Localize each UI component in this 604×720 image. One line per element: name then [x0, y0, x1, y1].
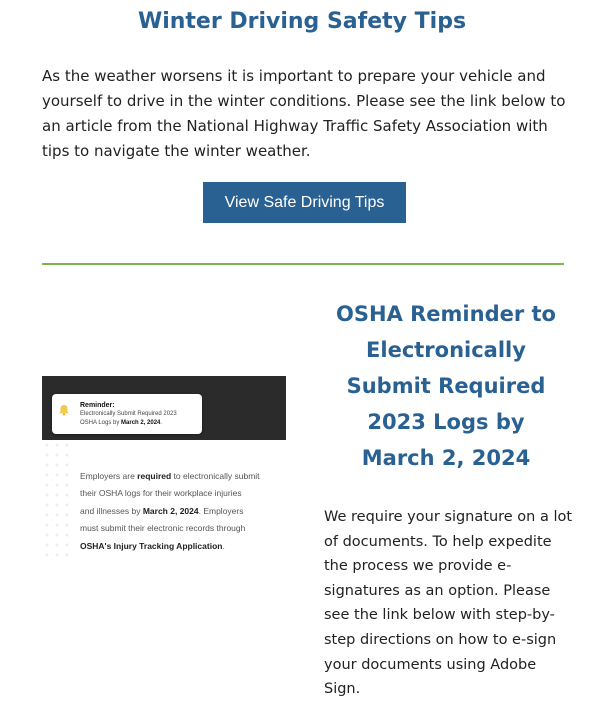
image-body-text — [80, 468, 280, 555]
image-text-bold: OSHA's Injury Tracking Application — [80, 540, 223, 551]
osha-title-line: 2023 Logs by — [367, 410, 525, 434]
osha-body-line: signatures as an option. Please — [324, 582, 551, 599]
bell-icon — [58, 404, 70, 416]
callout-text: . — [160, 420, 163, 426]
callout-line: Electronically Submit Required 2023 — [80, 411, 177, 417]
image-text: . — [222, 540, 225, 551]
callout-title: Reminder: — [80, 402, 115, 409]
osha-reminder-title — [324, 296, 568, 476]
osha-body-line: of documents. To help expedite — [324, 533, 552, 550]
image-text-line — [80, 538, 280, 555]
winter-driving-title: Winter Driving Safety Tips — [137, 9, 467, 34]
image-text-line — [80, 503, 280, 520]
osha-title-line: March 2, 2024 — [361, 446, 531, 470]
osha-title-line: OSHA Reminder to — [336, 302, 556, 326]
osha-body-line: We require your signature on a lot — [324, 509, 573, 525]
osha-reminder-body — [324, 505, 586, 702]
osha-body-line: your documents using Adobe — [324, 656, 537, 673]
image-text-line: must submit their electronic records through — [80, 523, 246, 534]
image-text-bold: March 2, 2024 — [142, 505, 199, 516]
dot-pattern — [42, 440, 72, 564]
image-text-bold: required — [137, 471, 172, 481]
view-safe-driving-tips-button[interactable]: View Safe Driving Tips — [203, 182, 406, 223]
osha-title-line: Submit Required — [346, 374, 546, 398]
osha-body-line: step directions on how to e-sign — [324, 631, 557, 648]
osha-body-line: see the link below with step-by- — [324, 607, 555, 624]
osha-body-line: Sign. — [324, 681, 361, 698]
winter-driving-body: As the weather worsens it is important to prepare your vehicle and yourself to drive in the winter conditions. Please see the link below to an article from the National Highway Traffic Safety Association with tips to navigate the winter weather. — [42, 67, 566, 160]
reminder-callout — [52, 394, 202, 434]
osha-reminder-image — [42, 376, 286, 564]
callout-text: OSHA Logs by — [80, 420, 122, 426]
osha-body-line: the process we provide e- — [324, 558, 512, 575]
image-text: and illnesses by — [80, 505, 143, 516]
callout-date: March 2, 2024 — [121, 420, 161, 426]
osha-title-line: Electronically — [366, 338, 526, 362]
image-text: . Employers — [198, 505, 244, 516]
image-text: Employers are — [80, 471, 138, 481]
image-text-line: their OSHA logs for their workplace injuries — [80, 488, 242, 499]
image-text: to electronically submit — [171, 471, 260, 481]
section-divider — [42, 263, 564, 265]
callout-line — [80, 419, 162, 428]
image-text-line — [80, 468, 280, 485]
